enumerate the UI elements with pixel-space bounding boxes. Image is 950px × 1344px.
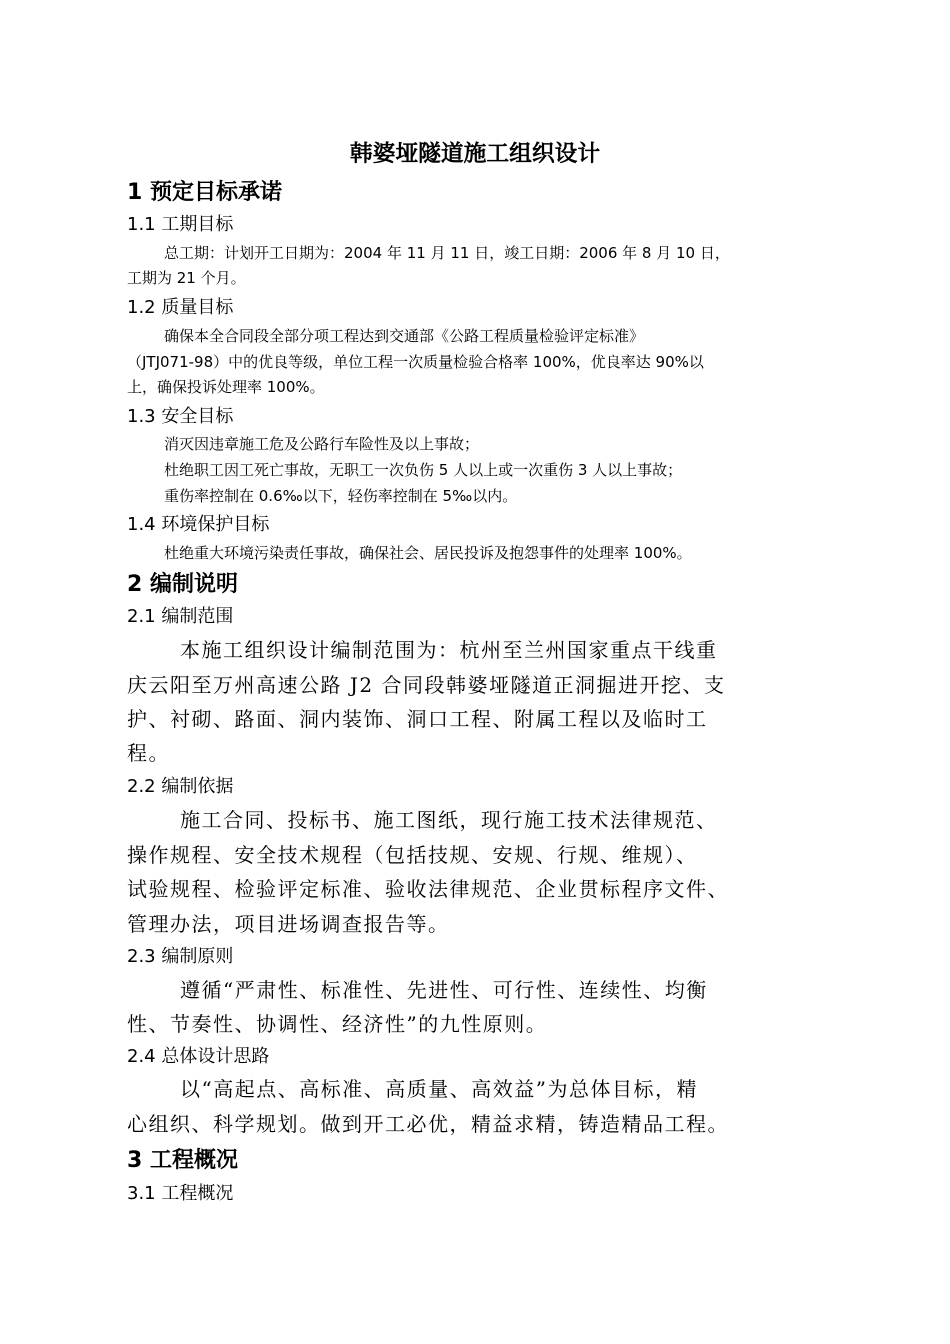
paragraph-line: 重伤率控制在 0.6‰以下，轻伤率控制在 5‰以内。 xyxy=(164,487,518,505)
paragraph-line: 试验规程、检验评定标准、验收法律规范、企业贯标程序文件、 xyxy=(127,877,729,901)
paragraph-line: 护、衬砌、路面、洞内装饰、洞口工程、附属工程以及临时工 xyxy=(127,707,708,731)
paragraph-line: 杜绝重大环境污染责任事故，确保社会、居民投诉及抱怨事件的处理率 100%。 xyxy=(164,544,692,562)
section-1-4-heading: 1.4 环境保护目标 xyxy=(127,514,270,535)
section-2-1-heading: 2.1 编制范围 xyxy=(127,606,234,627)
paragraph-line: 心组织、科学规划。做到开工必优，精益求精，铸造精品工程。 xyxy=(127,1112,729,1136)
section-2-heading: 2 编制说明 xyxy=(127,572,238,597)
section-1-3-heading: 1.3 安全目标 xyxy=(127,406,234,427)
paragraph-line: 操作规程、安全技术规程（包括技规、安规、行规、维规）、 xyxy=(127,843,698,867)
paragraph-line: 消灭因违章施工危及公路行车险性及以上事故； xyxy=(164,435,480,453)
paragraph-line: 本施工组织设计编制范围为：杭州至兰州国家重点干线重 xyxy=(180,638,718,662)
paragraph-line: 总工期：计划开工日期为：2004 年 11 月 11 日，竣工日期：2006 年 8 月 10 日， xyxy=(164,244,730,262)
section-2-2-heading: 2.2 编制依据 xyxy=(127,776,234,797)
paragraph-line: 上，确保投诉处理率 100%。 xyxy=(127,378,325,396)
document-title: 韩婆垭隧道施工组织设计 xyxy=(349,141,601,167)
section-3-heading: 3 工程概况 xyxy=(127,1148,238,1173)
paragraph-line: 以“高起点、高标准、高质量、高效益”为总体目标，精 xyxy=(180,1077,698,1101)
paragraph-line: 管理办法，项目进场调查报告等。 xyxy=(127,912,450,936)
section-2-4-heading: 2.4 总体设计思路 xyxy=(127,1046,270,1067)
paragraph-line: 杜绝职工因工死亡事故，无职工一次负伤 5 人以上或一次重伤 3 人以上事故； xyxy=(164,461,683,479)
paragraph-line: 遵循“严肃性、标准性、先进性、可行性、连续性、均衡 xyxy=(180,978,708,1002)
paragraph-line: 确保本全合同段全部分项工程达到交通部《公路工程质量检验评定标准》 xyxy=(164,327,645,345)
paragraph-line: 庆云阳至万州高速公路 J2 合同段韩婆垭隧道正洞掘进开挖、支 xyxy=(127,673,726,697)
section-2-3-heading: 2.3 编制原则 xyxy=(127,946,234,967)
section-1-1-heading: 1.1 工期目标 xyxy=(127,214,234,235)
paragraph-line: 施工合同、投标书、施工图纸，现行施工技术法律规范、 xyxy=(180,808,718,832)
paragraph-line: （JTJ071-98）中的优良等级，单位工程一次质量检验合格率 100%，优良率达 90%以 xyxy=(127,353,704,371)
section-1-heading: 1 预定目标承诺 xyxy=(127,180,282,205)
paragraph-line: 性、节奏性、协调性、经济性”的九性原则。 xyxy=(127,1012,548,1036)
section-3-1-heading: 3.1 工程概况 xyxy=(127,1183,234,1204)
paragraph-line: 工期为 21 个月。 xyxy=(127,269,246,287)
paragraph-line: 程。 xyxy=(127,741,170,765)
section-1-2-heading: 1.2 质量目标 xyxy=(127,297,234,318)
